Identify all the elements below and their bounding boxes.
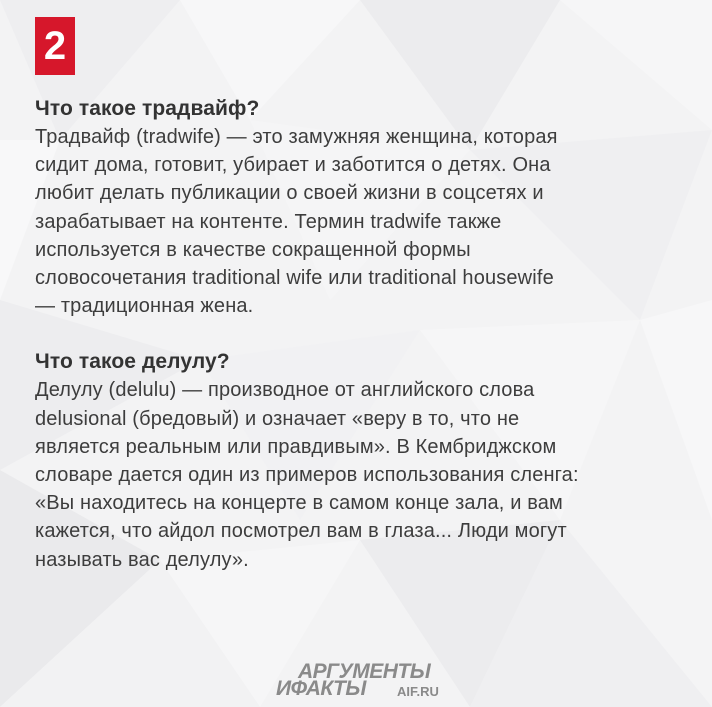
paragraph-line: любит делать публикации о своей жизни в соцсетях и	[35, 182, 544, 205]
article-body	[35, 95, 685, 574]
paragraph-line: delusional (бредовый) и означает «веру в то, что не	[35, 407, 520, 430]
paragraph-line: «Вы находитесь на концерте в самом конце зала, и вам	[35, 492, 563, 515]
tradwife-paragraph	[35, 123, 685, 320]
delulu-paragraph	[35, 376, 685, 573]
aif-logo	[276, 660, 456, 700]
paragraph-line: словаре дается один из примеров использования сленга:	[35, 464, 579, 487]
tradwife-heading: Что такое традвайф?	[35, 97, 260, 120]
paragraph-line: Делулу (delulu) — производное от английского слова	[35, 379, 535, 402]
paragraph-line: Традвайф (tradwife) — это замужняя женщина, которая	[35, 126, 558, 148]
delulu-heading: Что такое делулу?	[35, 350, 230, 374]
section-number-badge: 2	[35, 17, 75, 75]
paragraph-line: называть вас делулу».	[35, 548, 249, 571]
paragraph-line: сидит дома, готовит, убирает и заботится о детях. Она	[35, 154, 551, 177]
paragraph-line: кажется, что айдол посмотрел вам в глаза... Люди могут	[35, 520, 567, 543]
paragraph-line: словосочетания traditional wife или traditional housewife	[35, 267, 554, 290]
section-spacer	[35, 320, 685, 348]
paragraph-line: зарабатывает на контенте. Термин tradwife также	[35, 210, 502, 233]
logo-line-2: ИФАКТЫ	[276, 677, 366, 700]
logo-line-1: АРГУМЕНТЫ	[298, 660, 431, 683]
paragraph-line: является реальным или правдивым». В Кембриджском	[35, 435, 557, 458]
paragraph-line: используется в качестве сокращенной формы	[35, 238, 471, 261]
logo-site: AIF.RU	[397, 684, 439, 699]
paragraph-line: — традиционная жена.	[35, 295, 254, 318]
